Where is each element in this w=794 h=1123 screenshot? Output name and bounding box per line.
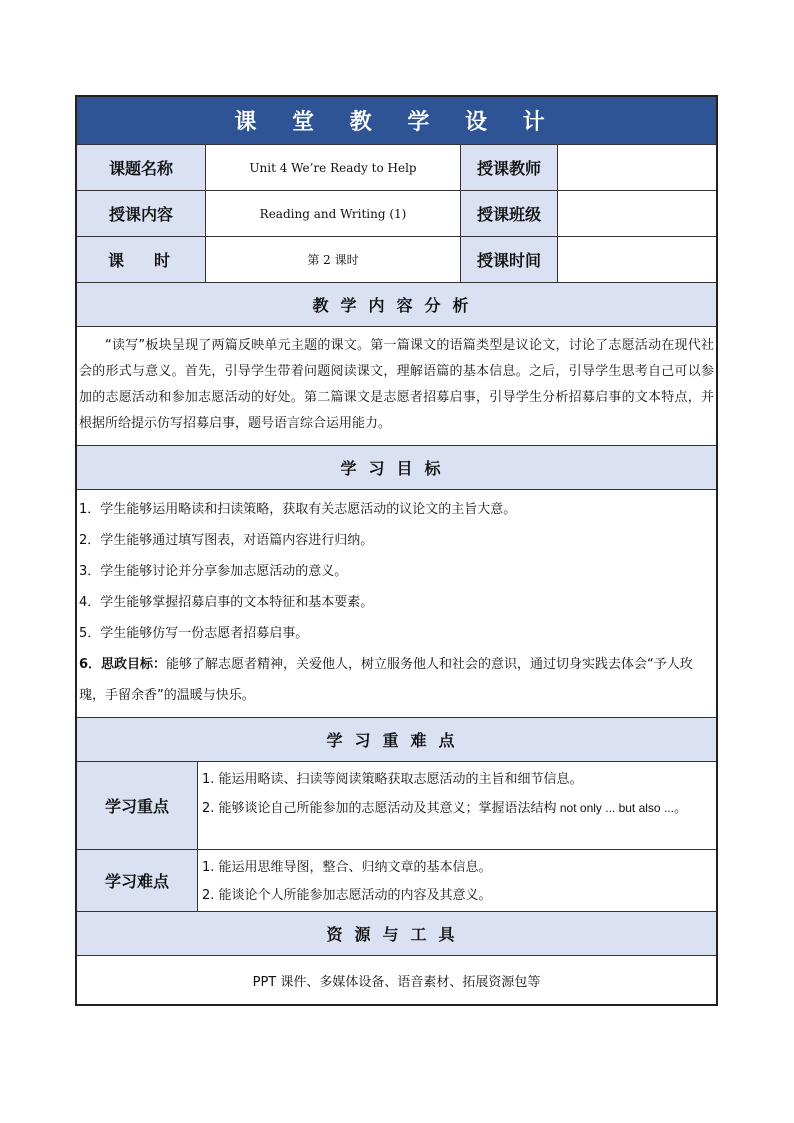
objective-item-4: 4．学生能够掌握招募启事的文本特征和基本要素。 <box>79 595 374 610</box>
teacher-label: 授课教师 <box>460 145 557 190</box>
key-point-2 <box>202 794 712 823</box>
title-bar <box>77 97 716 145</box>
key-points-body <box>197 762 716 849</box>
objectives-list <box>77 490 716 717</box>
teacher-value <box>557 145 716 190</box>
difficult-point-2: 2. 能谈论个人所能参加志愿活动的内容及其意义。 <box>202 888 492 903</box>
key-point-1: 1. 能运用略读、扫读等阅读策略获取志愿活动的主旨和细节信息。 <box>202 772 583 787</box>
key-point-2-text: 2. 能够谈论自己所能参加的志愿活动及其意义；掌握语法结构 <box>202 801 557 816</box>
analysis-heading: 教学内容分析 <box>77 283 716 327</box>
time-label: 授课时间 <box>460 237 557 282</box>
resources-text: PPT 课件、多媒体设备、语音素材、拓展资源包等 <box>252 974 541 990</box>
difficult-points-row <box>77 850 716 912</box>
objective-item-6-prefix: 6．思政目标： <box>79 657 167 672</box>
period-label: 课时 <box>77 237 205 282</box>
key-point-2-grammar: not only ... but also ... <box>556 801 674 815</box>
resources-row <box>77 956 716 1004</box>
objectives-row <box>77 490 716 718</box>
key-difficult-heading: 学习重难点 <box>77 718 716 762</box>
key-point-2-end: 。 <box>673 801 687 816</box>
difficult-points-body <box>197 850 716 911</box>
time-value <box>557 237 716 282</box>
analysis-row <box>77 327 716 446</box>
objective-item-1: 1．学生能够运用略读和扫读策略，获取有关志愿活动的议论文的主旨大意。 <box>79 502 517 517</box>
difficult-point-1: 1. 能运用思维导图，整合、归纳文章的基本信息。 <box>202 860 492 875</box>
difficult-points-label: 学习难点 <box>77 850 197 911</box>
info-row-topic <box>77 145 716 191</box>
lesson-design-table <box>75 95 718 1006</box>
info-row-content <box>77 191 716 237</box>
key-points-label: 学习重点 <box>77 762 197 849</box>
objective-item-6-text: 能够了解志愿者精神，关爱他人，树立服务他人和社会的意识，通过切身实践去体会“予人玫瑰，手留余香”的温暖与快乐。 <box>79 657 693 703</box>
analysis-text: “读写”板块呈现了两篇反映单元主题的课文。第一篇课文的语篇类型是议论文，讨论了志愿活动在现代社会的形式与意义。首先，引导学生带着问题阅读课文，理解语篇的基本信息。之后，引导学生思考自己可以参加的志愿活动和参加志愿活动的好处。第二篇课文是志愿者招募启事，引导学生分析招募启事的文本特点，并根据所给提示仿写招募启事，题号语言综合运用能力。 <box>79 338 714 431</box>
class-label: 授课班级 <box>460 191 557 236</box>
objective-item-5: 5．学生能够仿写一份志愿者招募启事。 <box>79 626 309 641</box>
page-title: 课 堂 教 学 设 计 <box>234 110 559 135</box>
key-points-row <box>77 762 716 850</box>
resources-heading: 资源与工具 <box>77 912 716 956</box>
topic-label: 课题名称 <box>77 145 205 190</box>
info-row-period <box>77 237 716 283</box>
objectives-heading: 学习目标 <box>77 446 716 490</box>
objective-item-3: 3．学生能够讨论并分享参加志愿活动的意义。 <box>79 564 348 579</box>
content-value: Reading and Writing (1) <box>205 191 460 236</box>
topic-value: Unit 4 We’re Ready to Help <box>205 145 460 190</box>
content-label: 授课内容 <box>77 191 205 236</box>
objective-item-2: 2．学生能够通过填写图表，对语篇内容进行归纳。 <box>79 533 374 548</box>
class-value <box>557 191 716 236</box>
objective-item-6 <box>79 649 714 711</box>
period-value: 第 2 课时 <box>205 237 460 282</box>
